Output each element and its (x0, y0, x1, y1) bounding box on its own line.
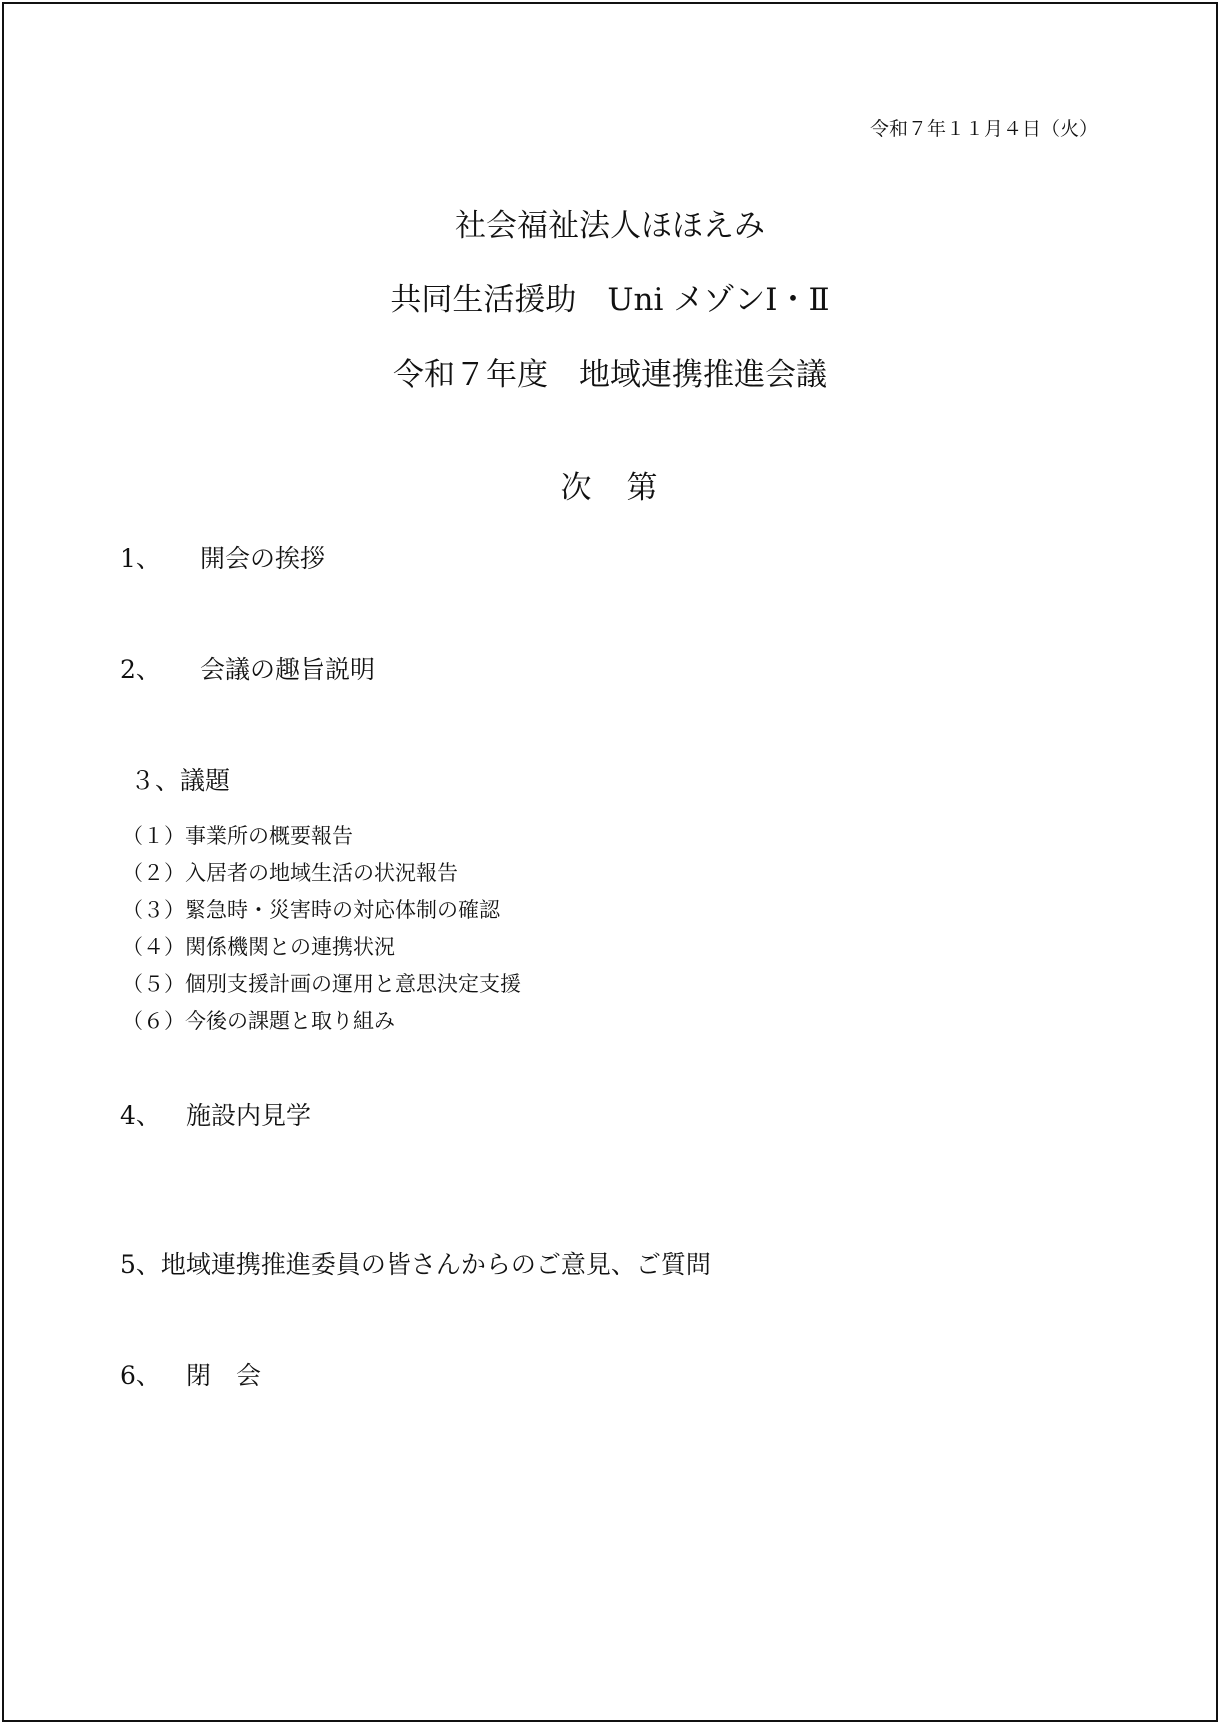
agenda-item-label: 会議の趣旨説明 (200, 655, 376, 684)
agenda-item-purpose (120, 650, 375, 686)
agenda-subitem-5: （５）個別支援計画の運用と意思決定支援 (122, 972, 521, 996)
agenda-item-label: 施設内見学 (186, 1101, 312, 1130)
document-date: 令和７年１１月４日（火） (869, 118, 1098, 140)
agenda-item-label: 議題 (180, 766, 231, 795)
agenda-subitem-1: （１）事業所の概要報告 (122, 824, 353, 848)
agenda-item-label: 閉 会 (186, 1361, 262, 1390)
organization-name: 社会福祉法人ほほえみ (455, 208, 765, 244)
agenda-item-opinions (120, 1245, 711, 1281)
agenda-subitem-6: （６）今後の課題と取り組み (122, 1009, 395, 1033)
document-page (2, 2, 1218, 1722)
meeting-title: 令和７年度 地域連携推進会議 (393, 357, 827, 393)
agenda-item-opening (120, 539, 325, 575)
agenda-subitem-2: （２）入居者の地域生活の状況報告 (122, 861, 458, 885)
agenda-item-number: 6、 (120, 1361, 161, 1390)
agenda-heading: 次 第 (560, 470, 660, 506)
agenda-subitem-3: （３）緊急時・災害時の対応体制の確認 (122, 898, 500, 922)
agenda-item-tour (120, 1096, 311, 1132)
agenda-item-closing (120, 1356, 261, 1392)
agenda-item-number: ３、 (130, 766, 181, 795)
agenda-item-topics (130, 761, 230, 797)
agenda-item-number: 2、 (120, 655, 161, 684)
agenda-item-number: 1、 (120, 544, 161, 573)
facility-name: 共同生活援助 Uni メゾンⅠ・Ⅱ (390, 282, 830, 318)
agenda-item-label: 地域連携推進委員の皆さんからのご意見、ご質問 (160, 1250, 711, 1279)
agenda-item-number: 4、 (120, 1101, 161, 1130)
agenda-subitem-4: （４）関係機関との連携状況 (122, 935, 395, 959)
agenda-item-number: 5、 (120, 1250, 161, 1279)
agenda-item-label: 開会の挨拶 (200, 544, 326, 573)
